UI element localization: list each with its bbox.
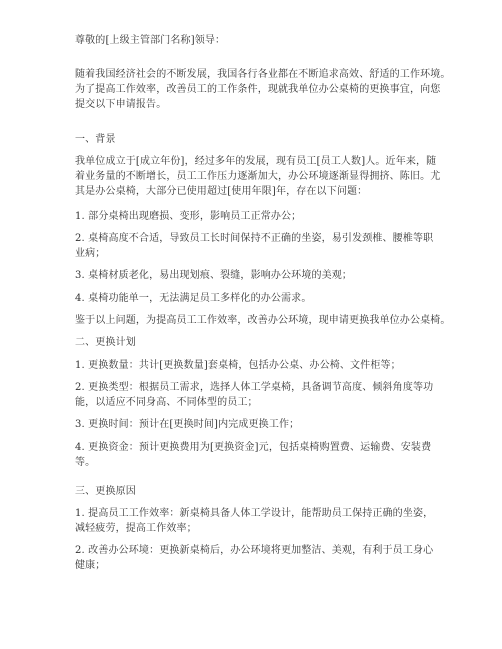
list-item-text: 1. 部分桌椅出现磨损、变形，影响员工正常办公； (75, 211, 302, 222)
paragraph-line: 其是办公桌椅，大部分已使用超过[使用年限]年，存在以下问题： (75, 186, 368, 197)
list-item (75, 440, 445, 470)
paragraph-line: 我单位成立于[成立年份]，经过多年的发展，现有员工[员工人数]人。近年来，随 (75, 156, 437, 167)
intro-paragraph (75, 67, 451, 112)
intro-line: 随着我国经济社会的不断发展，我国各行各业都在不断追求高效、舒适的工作环境。 (75, 69, 451, 80)
list-item-text: 1. 更换数量：共计[更换数量]套桌椅，包括办公桌、办公椅、文件柜等； (75, 360, 401, 371)
section-heading-background (75, 132, 445, 147)
list-item-text: 减轻疲劳，提高工作效率； (75, 523, 197, 534)
list-item (75, 380, 445, 410)
section-heading-text: 三、更换原因 (75, 486, 136, 497)
list-item (75, 268, 445, 283)
paragraph-line: 鉴于以上问题，为提高员工工作效率，改善办公环境，现申请更换我单位办公桌椅。 (75, 315, 451, 326)
list-item-text: 1. 提高员工工作效率：新桌椅具备人体工学设计，能帮助员工保持正确的坐姿， (75, 508, 434, 519)
paragraph-line: 着业务量的不断增长，员工工作压力逐渐加大，办公环境逐渐显得拥挤、陈旧。尤 (75, 171, 441, 182)
list-item-text: 4. 桌椅功能单一，无法满足员工多样化的办公需求。 (75, 293, 312, 304)
list-item (75, 209, 445, 224)
list-item (75, 543, 445, 573)
list-item-text: 等。 (75, 457, 96, 468)
salutation (75, 33, 445, 48)
background-conclusion (75, 313, 451, 328)
list-item-text: 4. 更换资金：预计更换费用为[更换资金]元，包括桌椅购置费、运输费、安装费 (75, 442, 432, 453)
list-item-text: 2. 改善办公环境：更换新桌椅后，办公环境将更加整洁、美观，有利于员工身心 (75, 545, 434, 556)
list-item-text: 能，以适应不同身高、不同体型的员工； (75, 397, 258, 408)
salutation-text: 尊敬的[上级主管部门名称]领导： (75, 35, 226, 46)
section-heading-plan (75, 335, 445, 350)
list-item-text: 业病； (75, 248, 106, 259)
list-item (75, 231, 445, 261)
list-item-text: 健康； (75, 560, 106, 571)
section-heading-text: 一、背景 (75, 134, 116, 145)
intro-line: 提交以下申请报告。 (75, 99, 167, 110)
list-item-text: 2. 桌椅高度不合适，导致员工长时间保持不正确的坐姿，易引发颈椎、腰椎等职 (75, 233, 434, 244)
section-heading-text: 二、更换计划 (75, 337, 136, 348)
section-heading-reasons (75, 484, 445, 499)
list-item-text: 3. 更换时间：预计在[更换时间]内完成更换工作； (75, 419, 300, 430)
list-item (75, 506, 445, 536)
background-paragraph (75, 154, 445, 199)
list-item-text: 3. 桌椅材质老化，易出现划痕、裂缝，影响办公环境的美观； (75, 270, 353, 281)
intro-line: 为了提高工作效率，改善员工的工作条件，现就我单位办公桌椅的更换事宜，向您 (75, 84, 441, 95)
list-item (75, 417, 445, 432)
list-item (75, 291, 445, 306)
list-item (75, 358, 445, 373)
list-item-text: 2. 更换类型：根据员工需求，选择人体工学桌椅，具备调节高度、倾斜角度等功 (75, 382, 434, 393)
